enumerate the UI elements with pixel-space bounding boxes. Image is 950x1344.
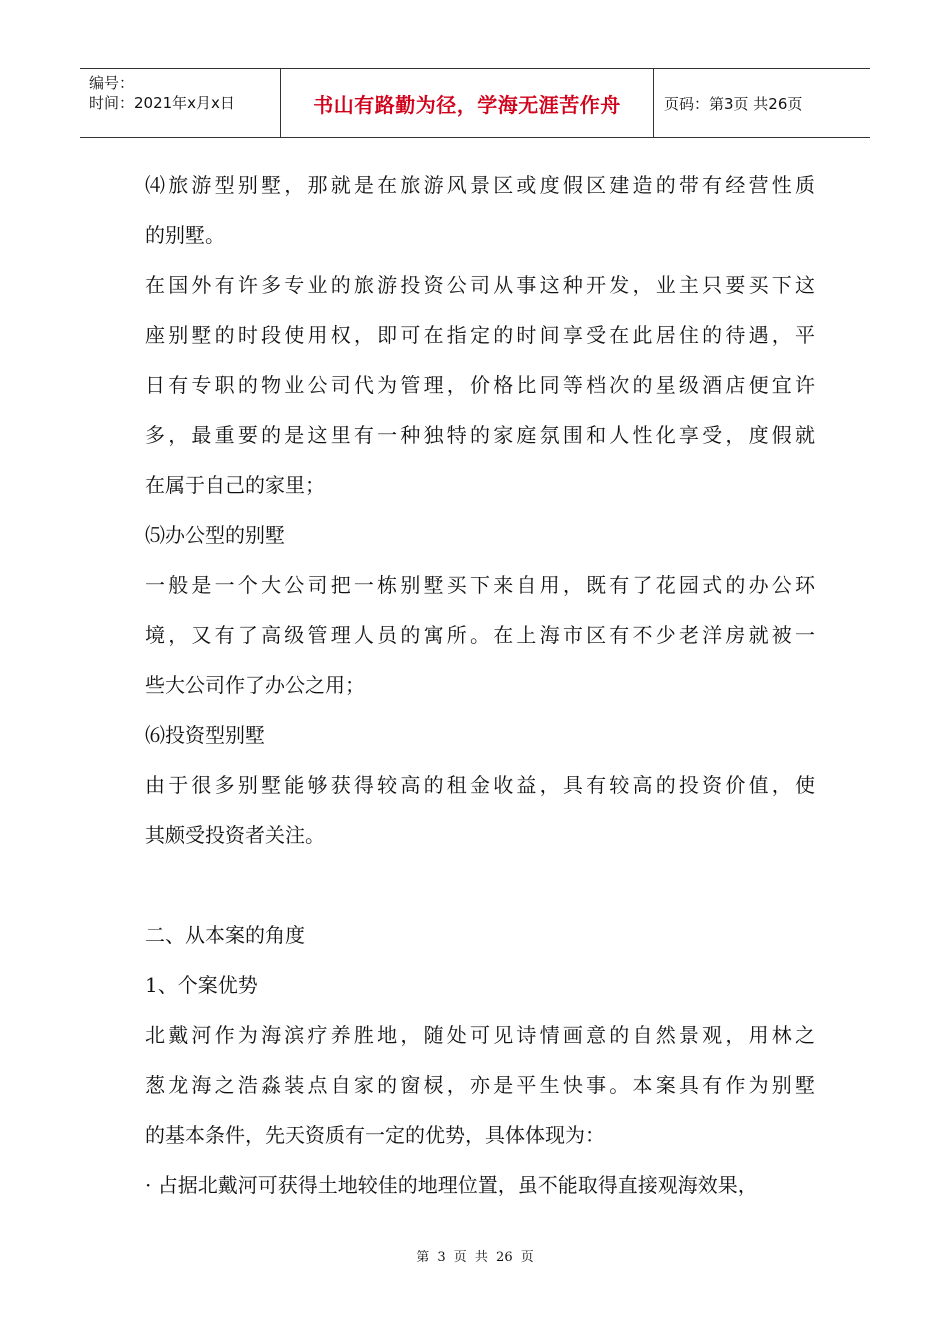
section-heading: ⑹投资型别墅 (145, 723, 265, 747)
body-line: 一般是一个大公司把一栋别墅买下来自用，既有了花园式的办公环 (145, 573, 815, 597)
body-line: 的别墅。 (145, 223, 225, 247)
page-header (80, 68, 870, 138)
header-motto: 书山有路勤为径，学海无涯苦作舟 (281, 69, 654, 137)
header-page-info: 页码：第3页 共26页 (664, 94, 803, 113)
header-number-label: 编号： (89, 74, 135, 92)
body-line: ⑷旅游型别墅，那就是在旅游风景区或度假区建造的带有经营性质 (145, 173, 815, 197)
body-line: 多，最重要的是这里有一种独特的家庭氛围和人性化享受，度假就 (145, 423, 815, 447)
body-line: 在属于自己的家里； (145, 473, 325, 497)
bullet-line: · 占据北戴河可获得土地较佳的地理位置，虽不能取得直接观海效果， (145, 1173, 758, 1197)
header-time-label: 时间：2021年x月x日 (89, 94, 235, 112)
header-meta-cell (80, 69, 281, 137)
body-line: 的基本条件，先天资质有一定的优势，具体体现为： (145, 1123, 605, 1147)
body-line: 其颇受投资者关注。 (145, 823, 325, 847)
section-heading: 1、个案优势 (145, 973, 258, 997)
body-line: 日有专职的物业公司代为管理，价格比同等档次的星级酒店便宜许 (145, 373, 815, 397)
chapter-heading: 二、从本案的角度 (145, 923, 305, 947)
body-line: 在国外有许多专业的旅游投资公司从事这种开发，业主只要买下这 (145, 273, 815, 297)
document-body (145, 160, 815, 1210)
paragraph-gap (145, 860, 815, 910)
body-line: 座别墅的时段使用权，即可在指定的时间享受在此居住的待遇，平 (145, 323, 815, 347)
body-line: 境，又有了高级管理人员的寓所。在上海市区有不少老洋房就被一 (145, 623, 815, 647)
page-footer: 第 3 页 共 26 页 (416, 1250, 534, 1265)
section-heading: ⑸办公型的别墅 (145, 523, 285, 547)
body-line: 由于很多别墅能够获得较高的租金收益，具有较高的投资价值，使 (145, 773, 815, 797)
body-line: 葱龙海之浩淼装点自家的窗棂，亦是平生快事。本案具有作为别墅 (145, 1073, 815, 1097)
body-line: 北戴河作为海滨疗养胜地，随处可见诗情画意的自然景观，用林之 (145, 1023, 815, 1047)
body-line: 些大公司作了办公之用； (145, 673, 365, 697)
